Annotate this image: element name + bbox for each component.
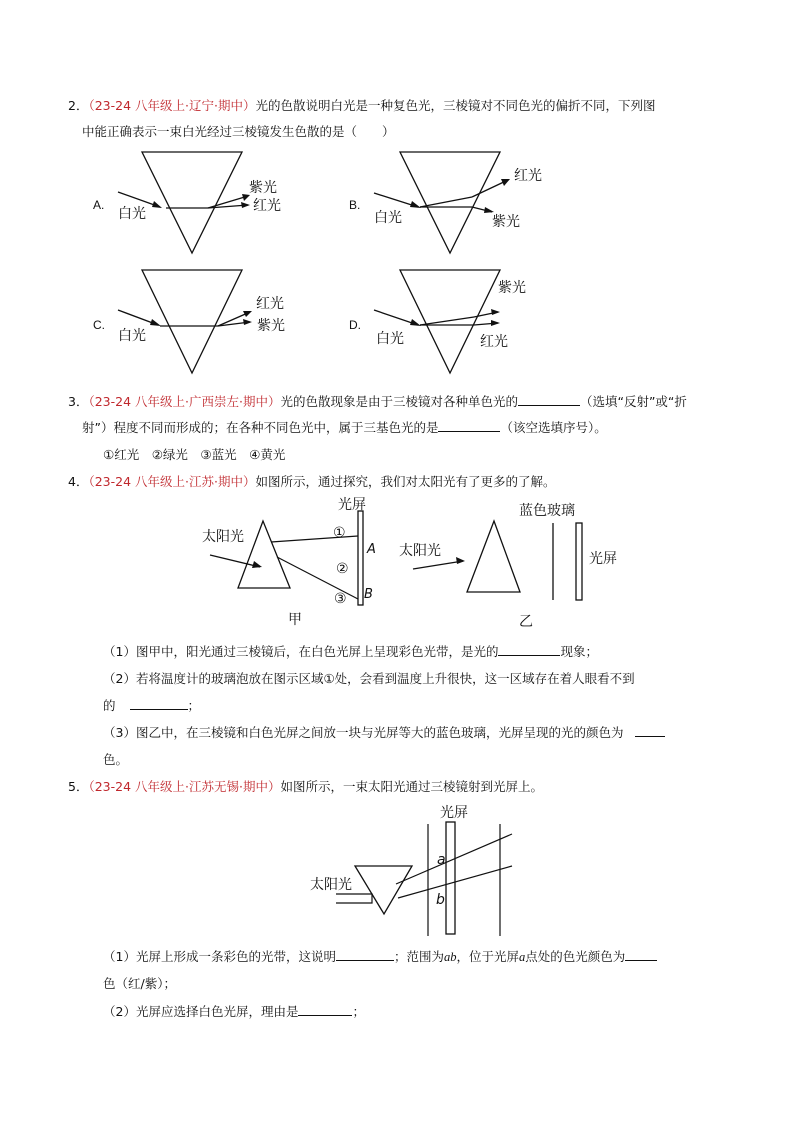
figure-jia-caption: 甲 <box>288 612 302 628</box>
q5-answer-blank-2[interactable] <box>625 949 657 961</box>
q2-stem-line1: 光的色散说明白光是一种复色光，三棱镜对不同色光的偏折不同，下列图 <box>255 98 656 113</box>
q5-answer-blank-3[interactable] <box>298 1004 352 1016</box>
bottom-ray-label: 红光 <box>253 198 281 214</box>
white-light-label: 白光 <box>376 331 404 347</box>
q4-sub1-text: 现象； <box>560 644 598 659</box>
q4-sub3-line1 <box>103 723 665 741</box>
arrowhead <box>491 320 500 326</box>
q4-line1 <box>68 472 555 490</box>
q4-stem: 如图所示，通过探究，我们对太阳光有了更多的了解。 <box>255 474 556 489</box>
q5-sub2-text: ； <box>352 1004 365 1019</box>
top-ray-label: 红光 <box>256 296 284 312</box>
q4-sub3-line2: 色。 <box>103 752 129 767</box>
prism <box>400 152 500 253</box>
q3-text: 射”）程度不同而形成的；在各种不同色光中，属于三基色光的是 <box>82 420 439 435</box>
q3-choices: ①红光 ②绿光 ③蓝光 ④黄光 <box>103 447 286 462</box>
white-light-label: 白光 <box>374 210 402 226</box>
q5-sub2-text: （2）光屏应选择白色光屏，理由是 <box>103 1004 299 1019</box>
bottom-ray-label: 紫光 <box>257 318 285 334</box>
q5-source-tag: （23-24 八年级上·江苏无锡·期中） <box>88 779 281 794</box>
point-b: B <box>364 587 373 602</box>
q5-sub1-text: 点处的色光颜色为 <box>525 949 626 964</box>
q3-text: （选填“反射”或“折 <box>579 394 687 409</box>
arrowhead <box>484 207 494 213</box>
top-ray-label: 紫光 <box>498 280 526 296</box>
q2-option-c-diagram <box>100 268 320 380</box>
q2-option-b-diagram <box>370 150 590 260</box>
bottom-ray-label: 紫光 <box>492 214 520 230</box>
q5-line1 <box>68 777 543 795</box>
q2-line1 <box>68 96 655 114</box>
sunlight-ray <box>413 561 463 569</box>
q4-answer-blank-3[interactable] <box>635 725 665 737</box>
q4-answer-blank-2[interactable] <box>130 698 188 710</box>
q5-figure <box>300 800 530 940</box>
sunlight-label: 太阳光 <box>202 529 244 545</box>
q5-answer-blank-1[interactable] <box>336 949 394 961</box>
point-a: a <box>437 852 446 868</box>
top-ray-label: 紫光 <box>249 180 277 196</box>
q3-text: 光的色散现象是由于三棱镜对各种单色光的 <box>280 394 518 409</box>
point-b: b <box>436 892 445 908</box>
region-3: ③ <box>334 591 347 607</box>
q4-sub1 <box>103 642 598 660</box>
q4-sub2-text: ； <box>187 698 201 713</box>
screen-label: 光屏 <box>589 551 617 567</box>
prism <box>355 866 412 914</box>
q2-option-d-diagram <box>370 268 590 380</box>
screen <box>576 523 582 600</box>
q2-stem-line2: 中能正确表示一束白光经过三棱镜发生色散的是（ ） <box>82 124 395 139</box>
q5-sub2 <box>103 1002 365 1020</box>
light-slit <box>336 894 372 903</box>
arrowhead <box>150 319 161 326</box>
screen-label: 光屏 <box>440 805 468 821</box>
q4-sub1-text: （1）图甲中，阳光通过三棱镜后，在白色光屏上呈现彩色光带，是光的 <box>103 644 499 659</box>
arrowhead <box>410 319 421 326</box>
q4-sub3-text: （3）图乙中，在三棱镜和白色光屏之间放一块与光屏等大的蓝色玻璃，光屏呈现的光的颜色为 <box>103 725 624 740</box>
q2-option-c-letter: C. <box>93 318 105 332</box>
region-2: ② <box>336 561 349 577</box>
bottom-ray-label: 红光 <box>480 334 508 350</box>
arrowhead <box>456 557 465 564</box>
q5-sub1-text: （1）光屏上形成一条彩色的光带，这说明 <box>103 949 336 964</box>
white-light-label: 白光 <box>118 206 146 222</box>
q3-number: 3． <box>68 394 89 409</box>
q5-number: 5． <box>68 779 89 794</box>
q4-sub2-line2 <box>103 696 200 714</box>
sunlight-label: 太阳光 <box>310 877 352 893</box>
prism <box>467 521 520 592</box>
top-ray-label: 红光 <box>514 168 542 184</box>
arrowhead <box>491 309 500 315</box>
q5-range-ab: ab <box>443 950 457 964</box>
q5-sub1-text: ，位于光屏 <box>456 949 519 964</box>
screen <box>446 822 455 934</box>
q5-point-a: a <box>519 950 526 964</box>
sunlight-ray <box>210 555 260 567</box>
arrowhead <box>410 201 421 208</box>
q4-source-tag: （23-24 八年级上·江苏·期中） <box>88 474 256 489</box>
q3-answer-blank-1[interactable] <box>518 394 580 406</box>
q3-answer-blank-2[interactable] <box>438 420 500 432</box>
q3-text: （该空选填序号）。 <box>500 420 607 435</box>
q5-sub1-text: ；范围为 <box>393 949 444 964</box>
screen-label: 光屏 <box>338 497 366 513</box>
q2-option-b-letter: B. <box>349 198 361 212</box>
q4-sub2-text: 的 <box>103 698 116 713</box>
sunlight-label: 太阳光 <box>399 543 441 559</box>
arrowhead <box>252 561 262 568</box>
point-a: A <box>367 542 376 557</box>
blue-glass-label: 蓝色玻璃 <box>519 503 575 519</box>
q4-answer-blank-1[interactable] <box>498 644 560 656</box>
q4-sub2-line1: （2）若将温度计的玻璃泡放在图示区域①处，会看到温度上升很快，这一区域存在着人眼看不到 <box>103 671 635 686</box>
prism <box>238 521 290 588</box>
q2-option-a-diagram <box>100 150 320 260</box>
q3-line1 <box>68 392 687 410</box>
q5-sub1-line1 <box>103 947 657 965</box>
q4-figure-yi <box>395 495 635 635</box>
screen <box>358 511 363 605</box>
inner-red <box>420 197 472 207</box>
q3-source-tag: （23-24 八年级上·广西崇左·期中） <box>88 394 281 409</box>
inner-violet <box>420 317 474 325</box>
q4-figure-jia <box>200 495 400 635</box>
arrowhead <box>243 319 252 325</box>
arrowhead <box>152 201 162 208</box>
q2-source-tag: （23-24 八年级上·辽宁·期中） <box>88 98 256 113</box>
q5-sub1-line2: 色（红/紫）； <box>103 976 176 991</box>
q2-option-a-letter: A. <box>93 198 105 212</box>
q3-line2 <box>82 418 607 436</box>
arrowhead <box>241 202 250 208</box>
q4-number: 4． <box>68 474 89 489</box>
q2-number: 2． <box>68 98 89 113</box>
q5-stem: 如图所示，一束太阳光通过三棱镜射到光屏上。 <box>280 779 543 794</box>
figure-yi-caption: 乙 <box>519 614 533 630</box>
upper-ray <box>396 834 512 884</box>
q2-option-d-letter: D. <box>349 318 361 332</box>
region-1: ① <box>333 525 346 541</box>
white-light-label: 白光 <box>118 328 146 344</box>
